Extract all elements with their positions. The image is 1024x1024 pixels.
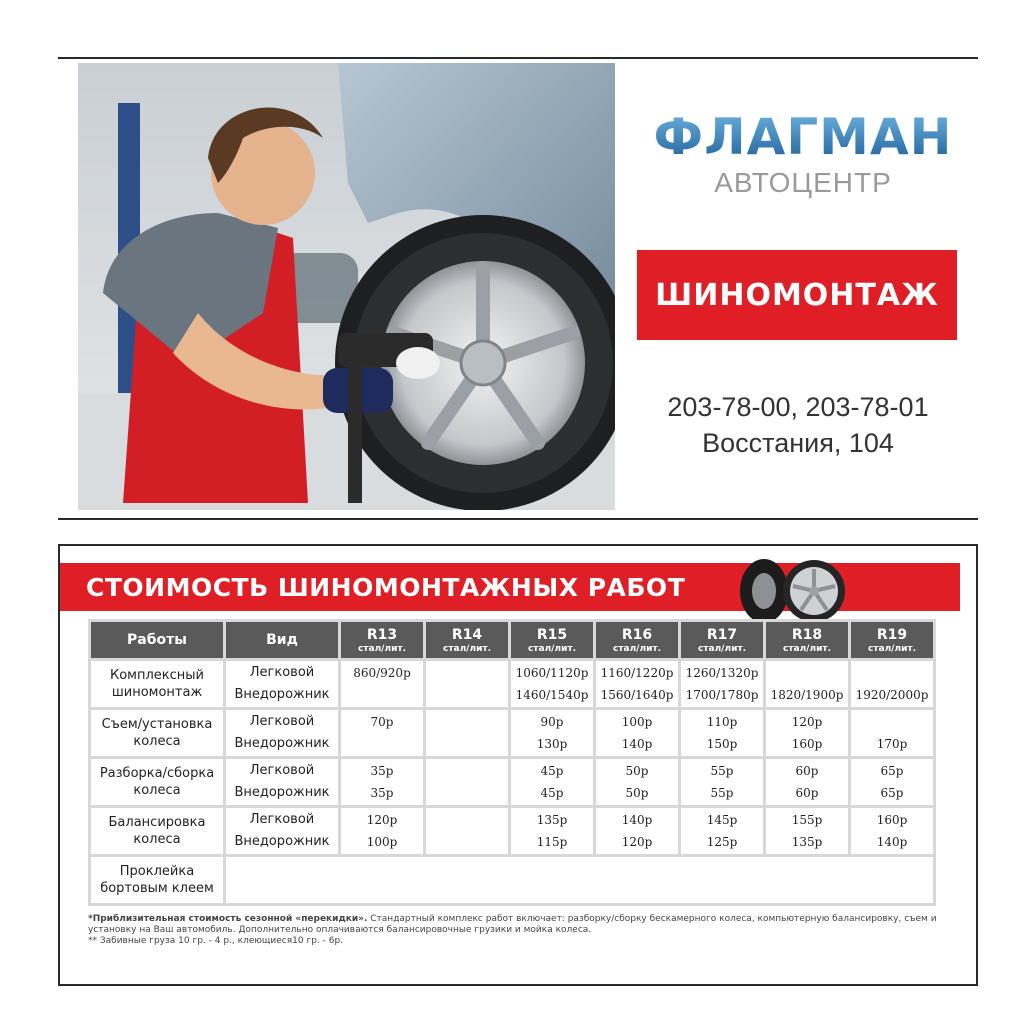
- table-row: [91, 759, 933, 805]
- vehicle-kind: Внедорожник: [234, 687, 330, 702]
- table-row-glue: [91, 857, 933, 903]
- vehicle-kind: Легковой: [249, 665, 315, 680]
- price-cell: [766, 759, 848, 805]
- price-cell: [851, 808, 933, 854]
- price-value: 140р: [621, 737, 653, 751]
- price-table: [88, 619, 936, 906]
- price-value: [426, 733, 508, 755]
- footnote-bold: *Приблизительная стоимость сезонной «перекидки».: [88, 914, 368, 924]
- price-value: 115р: [536, 835, 568, 849]
- table-row: [91, 661, 933, 707]
- work-name-cell: Разборка/сборка колеса: [91, 759, 223, 805]
- brand-logo: [643, 109, 963, 199]
- price-value: 35р: [370, 764, 394, 778]
- price-cell: [426, 661, 508, 707]
- vehicle-kind: Легковой: [249, 763, 315, 778]
- vehicle-kind-cell: [226, 759, 338, 805]
- price-cell: [766, 661, 848, 707]
- price-value: 155р: [791, 813, 823, 827]
- price-cell: [511, 759, 593, 805]
- price-cell: [596, 759, 678, 805]
- contact-info: [628, 389, 968, 461]
- footnote: [88, 914, 968, 947]
- price-cell: [426, 710, 508, 756]
- vehicle-kind-cell: [226, 808, 338, 854]
- vehicle-kind: Внедорожник: [234, 785, 330, 800]
- price-value: [426, 684, 508, 706]
- price-cell: [766, 808, 848, 854]
- price-value: 1820/1900р: [770, 688, 844, 702]
- service-label: ШИНОМОНТАЖ: [655, 277, 939, 313]
- vehicle-kind: Легковой: [249, 812, 315, 827]
- service-banner: [637, 250, 957, 340]
- table-row: [91, 710, 933, 756]
- header-size: R19 стал/лит.: [851, 622, 933, 658]
- price-value: 1260/1320р: [685, 666, 759, 680]
- price-value: 170р: [876, 737, 908, 751]
- header-size: R13 стал/лит.: [341, 622, 423, 658]
- business-card-front: [58, 57, 978, 520]
- footnote-text: Стандартный комплекс работ включает: разборку/сборку бескамерного колеса, компьютерную балансировку, съем и установку на Ваш автомобиль. Дополнительно оплачиваются балансировочные грузики и мойка колеса.: [88, 914, 937, 935]
- price-title: СТОИМОСТЬ ШИНОМОНТАЖНЫХ РАБОТ: [86, 573, 686, 602]
- header-size: R14 стал/лит.: [426, 622, 508, 658]
- price-cell: [341, 710, 423, 756]
- price-list-card: [58, 544, 978, 986]
- price-value: 140р: [621, 813, 653, 827]
- table-header-row: [91, 622, 933, 658]
- price-value: [851, 711, 933, 733]
- price-value: [426, 662, 508, 684]
- price-cell: [681, 710, 763, 756]
- price-cell: [596, 710, 678, 756]
- address: Восстания, 104: [702, 428, 894, 458]
- price-value: 110р: [706, 715, 738, 729]
- price-value: [341, 684, 423, 706]
- price-value: 55р: [710, 764, 734, 778]
- price-value: 100р: [366, 835, 398, 849]
- brand-name: ФЛАГМАН: [643, 109, 963, 165]
- tires-icon: [732, 556, 852, 626]
- price-cell: [851, 661, 933, 707]
- price-value: 120р: [366, 813, 398, 827]
- header-size: R15 стал/лит.: [511, 622, 593, 658]
- price-cell: [766, 710, 848, 756]
- table-row: [91, 808, 933, 854]
- price-value: 160р: [876, 813, 908, 827]
- price-value: 1060/1120р: [515, 666, 589, 680]
- price-cell: [426, 808, 508, 854]
- price-value: 1920/2000р: [855, 688, 929, 702]
- price-value: 1700/1780р: [685, 688, 759, 702]
- price-value: 70р: [370, 715, 394, 729]
- price-value: 120р: [621, 835, 653, 849]
- price-value: 50р: [625, 786, 649, 800]
- work-name-cell: Комплексный шиномонтаж: [91, 661, 223, 707]
- price-value: 45р: [540, 764, 564, 778]
- price-value: 65р: [880, 786, 904, 800]
- price-cell: [681, 808, 763, 854]
- price-value: [851, 662, 933, 684]
- price-value: [426, 809, 508, 831]
- price-cell: [681, 661, 763, 707]
- empty-cell: [226, 857, 933, 903]
- price-cell: [851, 759, 933, 805]
- header-size: R17 стал/лит.: [681, 622, 763, 658]
- work-name-cell: Проклейка бортовым клеем: [91, 857, 223, 903]
- header-work: Работы: [91, 622, 223, 658]
- price-value: 145р: [706, 813, 738, 827]
- work-name-cell: Балансировка колеса: [91, 808, 223, 854]
- price-value: 35р: [370, 786, 394, 800]
- footnote-weights: ** Забивные груза 10 гр. - 4 р., клеющиеся10 гр. - 6р.: [88, 936, 344, 946]
- price-value: 125р: [706, 835, 738, 849]
- phone-numbers: 203-78-00, 203-78-01: [667, 392, 929, 422]
- price-cell: [596, 808, 678, 854]
- vehicle-kind-cell: [226, 661, 338, 707]
- price-cell: [341, 808, 423, 854]
- price-value: 60р: [795, 786, 819, 800]
- header-size: R16 стал/лит.: [596, 622, 678, 658]
- price-value: 120р: [791, 715, 823, 729]
- price-value: [426, 831, 508, 853]
- price-value: 135р: [791, 835, 823, 849]
- price-value: 130р: [536, 737, 568, 751]
- price-value: 90р: [540, 715, 564, 729]
- vehicle-kind-cell: [226, 710, 338, 756]
- price-cell: [426, 759, 508, 805]
- price-cell: [341, 759, 423, 805]
- price-cell: [511, 808, 593, 854]
- price-cell: [511, 710, 593, 756]
- price-cell: [511, 661, 593, 707]
- mechanic-wheel-illustration: [78, 63, 615, 510]
- price-cell: [341, 661, 423, 707]
- price-value: [426, 760, 508, 782]
- vehicle-kind: Легковой: [249, 714, 315, 729]
- price-cell: [596, 661, 678, 707]
- mechanic-photo: [78, 63, 615, 510]
- vehicle-kind: Внедорожник: [234, 736, 330, 751]
- price-value: [766, 662, 848, 684]
- price-value: 65р: [880, 764, 904, 778]
- price-value: 860/920р: [353, 666, 411, 680]
- header-kind: Вид: [226, 622, 338, 658]
- price-value: 60р: [795, 764, 819, 778]
- price-value: 1560/1640р: [600, 688, 674, 702]
- brand-subtitle: АВТОЦЕНТР: [714, 167, 892, 198]
- price-value: 140р: [876, 835, 908, 849]
- price-value: [426, 782, 508, 804]
- price-value: 160р: [791, 737, 823, 751]
- price-cell: [681, 759, 763, 805]
- price-value: 1160/1220р: [600, 666, 674, 680]
- price-value: 1460/1540р: [515, 688, 589, 702]
- vehicle-kind: Внедорожник: [234, 834, 330, 849]
- price-value: 135р: [536, 813, 568, 827]
- price-value: 100р: [621, 715, 653, 729]
- price-value: [341, 733, 423, 755]
- price-value: 50р: [625, 764, 649, 778]
- price-cell: [851, 710, 933, 756]
- header-size: R18 стал/лит.: [766, 622, 848, 658]
- price-value: 45р: [540, 786, 564, 800]
- price-value: 150р: [706, 737, 738, 751]
- price-value: [426, 711, 508, 733]
- work-name-cell: Съем/установка колеса: [91, 710, 223, 756]
- price-value: 55р: [710, 786, 734, 800]
